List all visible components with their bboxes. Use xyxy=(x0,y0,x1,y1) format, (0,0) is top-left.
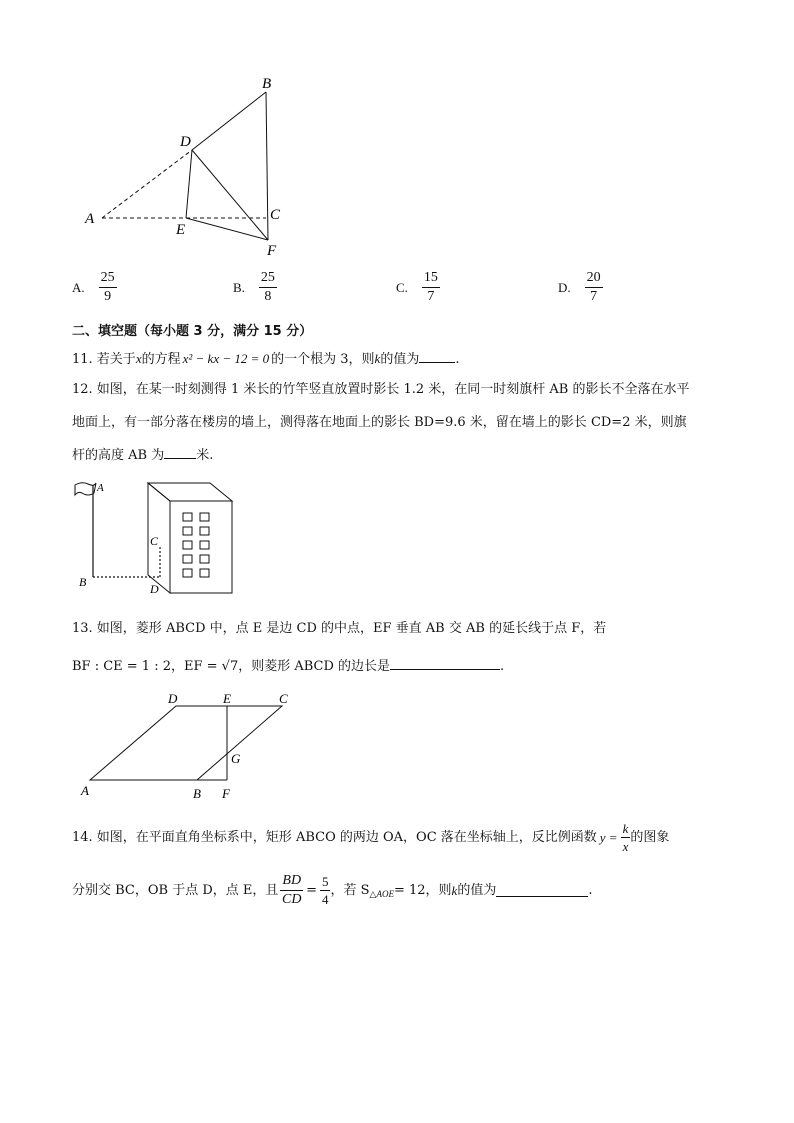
question-11: 11. 若关于x的方程 x² − kx − 12 = 0 的一个根为 3，则k的值为 . xyxy=(72,351,460,367)
question-12-line-2: 地面上，有一部分落在楼房的墙上，测得落在地面上的影长 BD=9.6 米，留在墙上的影长 CD=2 米，则旗 xyxy=(72,415,687,430)
label-a: A xyxy=(97,482,104,494)
q12-answer-blank[interactable] xyxy=(164,446,196,459)
label-e: E xyxy=(223,691,231,706)
option-c-fraction: $\frac{15}{7}$ xyxy=(423,270,438,304)
question-13-line-1: 13. 如图，菱形 ABCD 中，点 E 是边 CD 的中点，EF 垂直 AB 交 AB 的延长线于点 F，若 xyxy=(72,621,607,636)
option-d-letter: D. xyxy=(558,279,571,295)
flagpole-building-figure xyxy=(70,475,250,600)
label-c: C xyxy=(150,534,159,548)
q11-equation: x² − kx − 12 = 0 xyxy=(182,351,270,366)
line-de xyxy=(186,150,192,218)
question-12-line-3: 杆的高度 AB 为 米. xyxy=(72,448,214,463)
option-a-fraction: $\frac{25}{9}$ xyxy=(100,270,115,304)
line-bf xyxy=(266,92,268,240)
section-heading: 二、填空题（每小题 3 分，满分 15 分） xyxy=(72,324,313,339)
label-e: E xyxy=(176,222,186,238)
question-12-line-1: 12. 如图，在某一时刻测得 1 米长的竹竿竖直放置时影长 1.2 米，在同一时刻旗杆 AB 的影长不全落在水平 xyxy=(72,382,690,397)
label-g: G xyxy=(231,751,241,766)
label-c: C xyxy=(279,691,288,706)
line-db xyxy=(192,92,266,150)
q13-answer-blank[interactable] xyxy=(390,657,500,670)
q14-function-fraction: $\frac{k}{x}$ xyxy=(622,821,629,854)
label-a: A xyxy=(85,211,95,227)
q14-answer-blank[interactable] xyxy=(496,884,588,897)
option-a-letter: A. xyxy=(72,279,85,295)
question-14-line-1: 14. 如图，在平面直角坐标系中，矩形 ABCO 的两边 OA，OC 落在坐标轴上，反比例函数 y = $\frac{k}{x}$ 的图象 xyxy=(72,821,670,854)
label-d: D xyxy=(168,691,178,706)
line-ab-dashed xyxy=(102,150,192,218)
q14-value-fraction: $\frac{5}{4}$ xyxy=(321,874,329,907)
line-df xyxy=(192,150,268,240)
q14-ratio-fraction: $\frac{BD}{CD}$ xyxy=(282,873,302,907)
question-14-line-2: 分别交 BC，OB 于点 D，点 E，且 $\frac{BD}{CD}$ = $\frac{5}{4}$ ，若 S △AOE = 12，则 k 的值为 . xyxy=(72,873,593,907)
option-d[interactable] xyxy=(558,271,603,304)
building-windows xyxy=(183,513,209,577)
building-top xyxy=(148,483,232,501)
q11-answer-blank[interactable] xyxy=(419,350,455,363)
option-b-fraction: $\frac{25}{8}$ xyxy=(260,270,275,304)
rhombus-figure xyxy=(75,690,305,805)
option-b[interactable] xyxy=(233,271,277,304)
question-13-line-2: BF : CE = 1 : 2，EF = √7，则菱形 ABCD 的边长是 . xyxy=(72,659,505,674)
building-front xyxy=(170,501,232,593)
option-a[interactable] xyxy=(72,271,117,304)
label-f: F xyxy=(267,243,277,259)
label-d: D xyxy=(150,582,159,596)
label-b: B xyxy=(193,786,201,801)
option-d-fraction: $\frac{20}{7}$ xyxy=(586,270,601,304)
option-c[interactable] xyxy=(396,271,440,304)
option-b-letter: B. xyxy=(233,279,245,295)
geometry-figure-triangle xyxy=(80,70,300,260)
label-f: F xyxy=(222,786,230,801)
option-c-letter: C. xyxy=(396,279,408,295)
label-a: A xyxy=(81,783,89,798)
rhombus-abcd xyxy=(90,706,282,780)
label-d: D xyxy=(180,134,191,150)
label-b: B xyxy=(79,575,87,589)
label-c: C xyxy=(270,207,281,223)
line-ef xyxy=(186,218,268,240)
label-b: B xyxy=(262,76,272,92)
